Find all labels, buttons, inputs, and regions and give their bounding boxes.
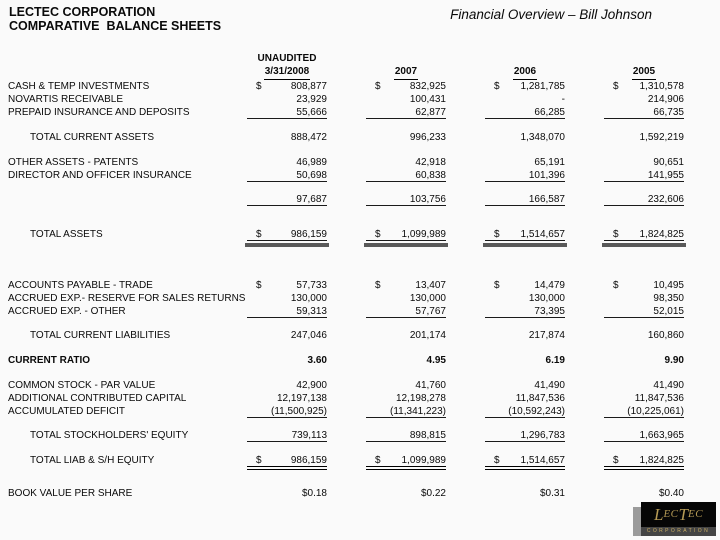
value-3-31-2008: $ 986,159 xyxy=(247,228,327,241)
row-accounts-payable-trade xyxy=(0,279,720,292)
year-header: 2006 xyxy=(513,66,537,80)
table-rows xyxy=(0,80,720,500)
dollar-sign: $ xyxy=(256,280,262,291)
row-other-assets-patents xyxy=(0,156,720,169)
row-label: TOTAL ASSETS xyxy=(30,229,103,240)
value-2006: 166,587 xyxy=(485,193,565,206)
balance-sheet-table xyxy=(0,42,720,500)
logo-letter: EC xyxy=(687,508,704,520)
value-2005: 66,735 xyxy=(604,106,684,119)
value-2005: 9.90 xyxy=(664,355,684,366)
row-label: BOOK VALUE PER SHARE xyxy=(8,488,133,499)
value-2006: 66,285 xyxy=(485,106,565,119)
row-label: CURRENT RATIO xyxy=(8,355,91,366)
slide-subtitle: Financial Overview – Bill Johnson xyxy=(450,7,652,22)
value-2007: $ 832,925 xyxy=(375,81,446,92)
row-current-ratio xyxy=(0,354,720,367)
value-2005: 98,350 xyxy=(653,293,684,304)
value-3-31-2008: 55,666 xyxy=(247,106,327,119)
value-2005: $ 10,495 xyxy=(613,280,684,291)
lectec-logo xyxy=(633,502,716,537)
dollar-sign: $ xyxy=(613,229,619,240)
logo-corporation-label: CORPORATION xyxy=(641,527,716,536)
row-cash-temp-investments xyxy=(0,80,720,93)
row-label xyxy=(0,193,208,206)
value-2007: 57,767 xyxy=(366,305,446,318)
value-3-31-2008: $0.18 xyxy=(301,488,327,499)
value-2007: 100,431 xyxy=(409,94,446,105)
row-label: TOTAL STOCKHOLDERS' EQUITY xyxy=(30,430,189,441)
dollar-sign: $ xyxy=(256,81,262,92)
value-2005: $ 1,824,825 xyxy=(604,454,684,467)
dollar-sign: $ xyxy=(494,455,500,466)
value-2005: 141,955 xyxy=(604,169,684,182)
value-3-31-2008: 42,900 xyxy=(296,380,327,391)
value-3-31-2008: 130,000 xyxy=(290,293,327,304)
row-total-current-liabilities xyxy=(0,329,720,342)
value-2007: 103,756 xyxy=(366,193,446,206)
year-header: 3/31/2008 xyxy=(264,66,311,80)
row-label: ADDITIONAL CONTRIBUTED CAPITAL xyxy=(8,393,187,404)
value-3-31-2008: $ 57,733 xyxy=(256,280,327,291)
row-label: TOTAL CURRENT ASSETS xyxy=(30,132,155,143)
value-2006: 41,490 xyxy=(534,380,565,391)
value-2005: $0.40 xyxy=(658,488,684,499)
value-2007: 996,233 xyxy=(409,132,446,143)
value-2006: 101,396 xyxy=(485,169,565,182)
value-2006: $0.31 xyxy=(539,488,565,499)
value-2007: (11,341,223) xyxy=(366,405,446,418)
value-2005: $ 1,310,578 xyxy=(613,81,684,92)
value-2007: 60,838 xyxy=(366,169,446,182)
row-label: TOTAL CURRENT LIABILITIES xyxy=(30,330,171,341)
value-2006: $ 1,514,657 xyxy=(485,454,565,467)
row-director-officer-insurance xyxy=(0,169,720,182)
value-2007: $ 1,099,989 xyxy=(366,454,446,467)
value-3-31-2008: 59,313 xyxy=(247,305,327,318)
value-3-31-2008: 247,046 xyxy=(290,330,327,341)
row-accrued-exp-other xyxy=(0,305,720,318)
value-2006: (10,592,243) xyxy=(485,405,565,418)
value-3-31-2008: $ 986,159 xyxy=(247,454,327,467)
value-2006: 1,348,070 xyxy=(520,132,565,143)
dollar-sign: $ xyxy=(613,455,619,466)
logo-letter: T xyxy=(678,505,688,524)
value-2007: 42,918 xyxy=(415,157,446,168)
dollar-sign: $ xyxy=(494,229,500,240)
value-3-31-2008: 739,113 xyxy=(247,429,327,442)
row-additional-contributed-capital xyxy=(0,392,720,405)
logo-wordmark xyxy=(641,502,716,527)
logo-letter: L xyxy=(653,505,664,524)
year-header: 2007 xyxy=(394,66,418,80)
value-3-31-2008: 23,929 xyxy=(296,94,327,105)
value-3-31-2008: 46,989 xyxy=(296,157,327,168)
value-2005: 160,860 xyxy=(647,330,684,341)
value-2005: 214,906 xyxy=(647,94,684,105)
dollar-sign: $ xyxy=(375,229,381,240)
value-2006: $ 1,281,785 xyxy=(494,81,565,92)
value-2005: 52,015 xyxy=(604,305,684,318)
row-label: CASH & TEMP INVESTMENTS xyxy=(8,81,150,92)
value-3-31-2008: $ 808,877 xyxy=(256,81,327,92)
unaudited-label: UNAUDITED xyxy=(257,53,317,64)
value-2007: 201,174 xyxy=(409,330,446,341)
row-label: OTHER ASSETS - PATENTS xyxy=(8,157,139,168)
column-headers xyxy=(0,42,720,80)
dollar-sign: $ xyxy=(494,81,500,92)
slide-title-block xyxy=(9,5,221,33)
column-header-2008 xyxy=(247,52,327,80)
value-2007: 12,198,278 xyxy=(395,393,446,404)
value-2006: 11,847,536 xyxy=(515,393,565,404)
year-header: 2005 xyxy=(632,66,656,80)
logo-letter: EC xyxy=(663,508,679,520)
column-header-2007 xyxy=(366,65,446,80)
dollar-sign: $ xyxy=(375,81,381,92)
value-2005: 1,663,965 xyxy=(604,429,684,442)
row-total-current-assets xyxy=(0,131,720,144)
value-2006: 6.19 xyxy=(545,355,565,366)
dollar-sign: $ xyxy=(375,455,381,466)
value-3-31-2008: 97,687 xyxy=(247,193,327,206)
value-3-31-2008: 3.60 xyxy=(307,355,327,366)
row-label: ACCRUED EXP. - OTHER xyxy=(8,306,126,317)
row-label: DIRECTOR AND OFFICER INSURANCE xyxy=(8,170,192,181)
column-header-2005 xyxy=(604,65,684,80)
value-2007: $ 1,099,989 xyxy=(366,228,446,241)
value-2006: $ 1,514,657 xyxy=(485,228,565,241)
value-2006: 73,395 xyxy=(485,305,565,318)
value-2007: $0.22 xyxy=(420,488,446,499)
value-2007: 41,760 xyxy=(415,380,446,391)
value-2005: 41,490 xyxy=(653,380,684,391)
dollar-sign: $ xyxy=(375,280,381,291)
row-accumulated-deficit xyxy=(0,405,720,418)
value-2005: 232,606 xyxy=(604,193,684,206)
row-label: PREPAID INSURANCE AND DEPOSITS xyxy=(8,107,190,118)
value-2005: 11,847,536 xyxy=(634,393,684,404)
row-other-assets-subtotal xyxy=(0,193,720,206)
row-label: ACCOUNTS PAYABLE - TRADE xyxy=(8,280,153,291)
row-total-assets xyxy=(0,228,720,241)
row-total-stockholders-equity xyxy=(0,429,720,442)
value-3-31-2008: 888,472 xyxy=(290,132,327,143)
value-3-31-2008: 50,698 xyxy=(247,169,327,182)
row-book-value-per-share xyxy=(0,487,720,500)
row-label: NOVARTIS RECEIVABLE xyxy=(8,94,124,105)
value-2006: - xyxy=(561,94,565,105)
value-2006: 130,000 xyxy=(528,293,565,304)
value-2007: $ 13,407 xyxy=(375,280,446,291)
value-2005: (10,225,061) xyxy=(604,405,684,418)
value-3-31-2008: 12,197,138 xyxy=(276,393,327,404)
row-novartis-receivable xyxy=(0,93,720,106)
value-2007: 898,815 xyxy=(366,429,446,442)
value-2006: $ 14,479 xyxy=(494,280,565,291)
column-header-2006 xyxy=(485,65,565,80)
value-2005: 90,651 xyxy=(653,157,684,168)
row-label: TOTAL LIAB & S/H EQUITY xyxy=(30,455,155,466)
row-common-stock-par-value xyxy=(0,379,720,392)
dollar-sign: $ xyxy=(256,229,262,240)
row-label: ACCRUED EXP.- RESERVE FOR SALES RETURNS xyxy=(8,293,246,304)
value-2006: 217,874 xyxy=(528,330,565,341)
row-accrued-exp-reserve-sales-returns xyxy=(0,292,720,305)
dollar-sign: $ xyxy=(613,280,619,291)
row-label: ACCUMULATED DEFICIT xyxy=(8,406,126,417)
value-2007: 130,000 xyxy=(409,293,446,304)
value-2005: 1,592,219 xyxy=(639,132,684,143)
value-2005: $ 1,824,825 xyxy=(604,228,684,241)
row-total-liab-sh-equity xyxy=(0,454,720,467)
dollar-sign: $ xyxy=(494,280,500,291)
dollar-sign: $ xyxy=(613,81,619,92)
row-label: COMMON STOCK - PAR VALUE xyxy=(8,380,156,391)
value-2006: 65,191 xyxy=(534,157,565,168)
value-2007: 4.95 xyxy=(426,355,446,366)
row-prepaid-insurance-deposits xyxy=(0,106,720,119)
company-name: LECTEC CORPORATION xyxy=(9,5,156,19)
value-2006: 1,296,783 xyxy=(485,429,565,442)
value-2007: 62,877 xyxy=(366,106,446,119)
report-title: COMPARATIVE BALANCE SHEETS xyxy=(9,19,222,33)
value-3-31-2008: (11,500,925) xyxy=(247,405,327,418)
dollar-sign: $ xyxy=(256,455,262,466)
